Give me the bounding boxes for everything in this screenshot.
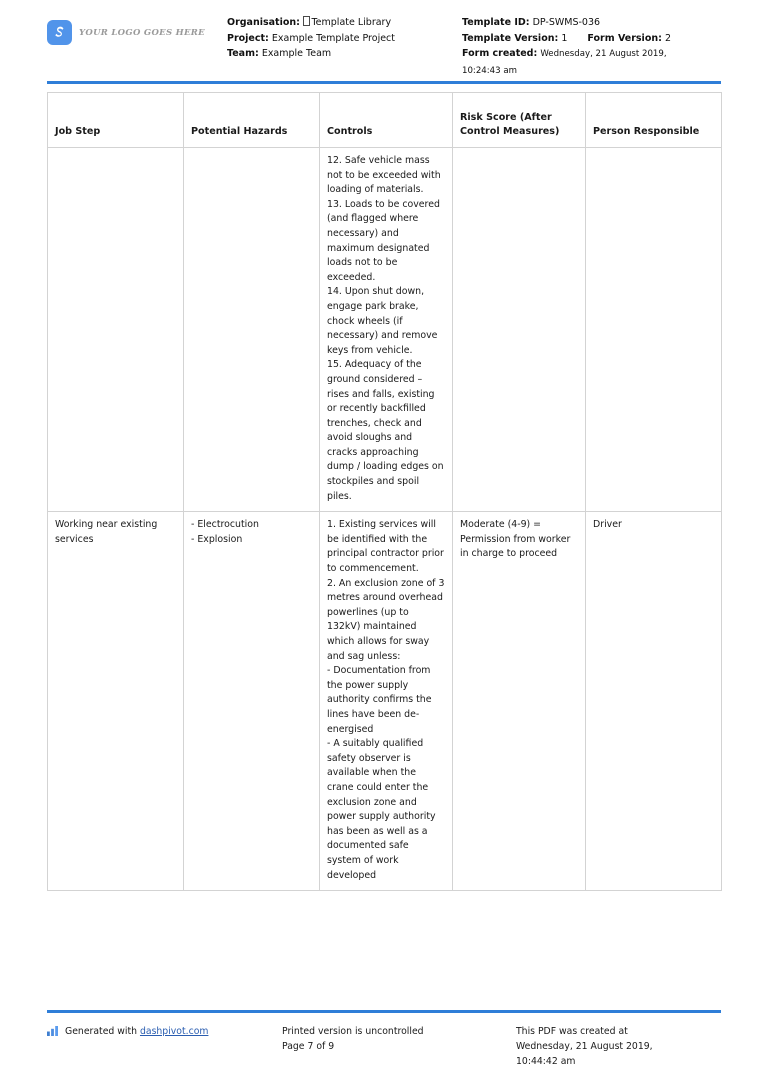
meta-organisation-value [303,17,391,28]
meta-team-value: Example Team [261,48,332,60]
footer-pdf-created-block [516,1024,731,1070]
meta-team-label: Team: [227,48,259,60]
cell-person-responsible-text: Driver [593,519,622,531]
footer-page-number: Page 7 of 9 [282,1041,335,1053]
meta-team [227,46,457,62]
meta-form-version-value: 2 [664,32,671,44]
header-meta-left [227,15,457,62]
cell-potential-hazards [184,512,320,891]
dashpivot-link[interactable]: dashpivot.com [139,1026,209,1037]
meta-organisation-text: Template Library [311,17,392,28]
header-divider-rule [47,81,721,84]
cell-person-responsible [586,148,722,512]
column-header-controls: Controls [320,93,453,148]
footer-generated-text [65,1024,208,1039]
meta-template-version-label: Template Version: [462,32,559,44]
meta-project-value: Example Template Project [271,32,395,44]
document-header [0,0,768,78]
cell-controls [320,512,453,891]
table-header-row [48,93,722,148]
meta-form-created [462,46,752,63]
meta-project-label: Project: [227,32,269,44]
column-header-job-step: Job Step [48,93,184,148]
header-meta-right [462,15,752,79]
swms-table [47,92,722,891]
cell-controls [320,148,453,512]
cell-controls-text: 12. Safe vehicle mass not to be exceeded with loading of materials. 13. Loads to be covered (and flagged where necessary) and maximum designated loads not to be exceeded. 14. Upon shut down, engage park brake, chock wheels (if necessary) and remove keys from vehicle. 15. Adequacy of the ground considered – rises and falls, existing or recently backfilled trenches, check and avoid sloughs and cracks approaching dump / loading edges on stockpiles and spoil piles. [327,155,444,502]
table-row [48,148,722,512]
cell-job-step [48,148,184,512]
missing-glyph-icon [303,16,310,26]
cell-risk-score [453,512,586,891]
meta-form-created-time-value: 10:24:43 am [462,65,517,76]
meta-form-created-value: Wednesday, 21 August 2019, [540,49,667,60]
footer-print-block [282,1024,502,1054]
footer-pdf-created-line3: 10:44:42 am [516,1056,576,1068]
meta-template-id-value: DP-SWMS-036 [532,17,601,28]
meta-form-version-label: Form Version: [587,32,662,44]
meta-organisation [227,15,457,31]
cell-job-step-text: Working near existing services [55,519,158,545]
footer-generated-prefix: Generated with [65,1026,140,1037]
meta-versions [462,31,752,47]
logo-block [47,20,205,45]
meta-template-id [462,15,752,31]
column-header-risk-score: Risk Score (After Control Measures) [453,93,586,148]
meta-form-created-time [462,63,752,80]
cell-potential-hazards [184,148,320,512]
logo-placeholder-text: YOUR LOGO GOES HERE [79,27,205,38]
footer-printed-notice: Printed version is uncontrolled [282,1026,424,1037]
cell-controls-text: 1. Existing services will be identified with the principal contractor prior to commencement. 2. An exclusion zone of 3 metres around overhead powerlines (up to 132kV) maintained which allows for sway and sag unless: - Documentation from the power supply authority confirms the lines have been de-energised - A suitably qualified safety observer is available when the crane could enter the exclusion zone and power supply authority has been as well as a documented safe system of work developed [327,519,445,881]
cell-potential-hazards-text: - Electrocution - Explosion [191,519,259,545]
meta-template-id-label: Template ID: [462,17,530,28]
table-row [48,512,722,891]
meta-project [227,31,457,47]
swms-table-wrapper [47,92,721,891]
cell-risk-score [453,148,586,512]
footer-pdf-created-line2: Wednesday, 21 August 2019, [516,1041,653,1053]
meta-organisation-label: Organisation: [227,17,300,28]
column-header-person-responsible: Person Responsible [586,93,722,148]
meta-template-version-value: 1 [561,32,568,44]
cell-risk-score-text: Moderate (4-9) = Permission from worker in charge to proceed [460,519,571,560]
column-header-potential-hazards: Potential Hazards [184,93,320,148]
footer-generated-block [47,1024,208,1039]
document-footer [0,1022,768,1084]
cell-job-step [48,512,184,891]
meta-form-created-label: Form created: [462,48,538,60]
footer-pdf-created-line1: This PDF was created at [516,1026,628,1037]
dashpivot-logo-icon [47,20,72,45]
bar-chart-icon [47,1026,59,1036]
cell-person-responsible [586,512,722,891]
footer-divider-rule [47,1010,721,1013]
